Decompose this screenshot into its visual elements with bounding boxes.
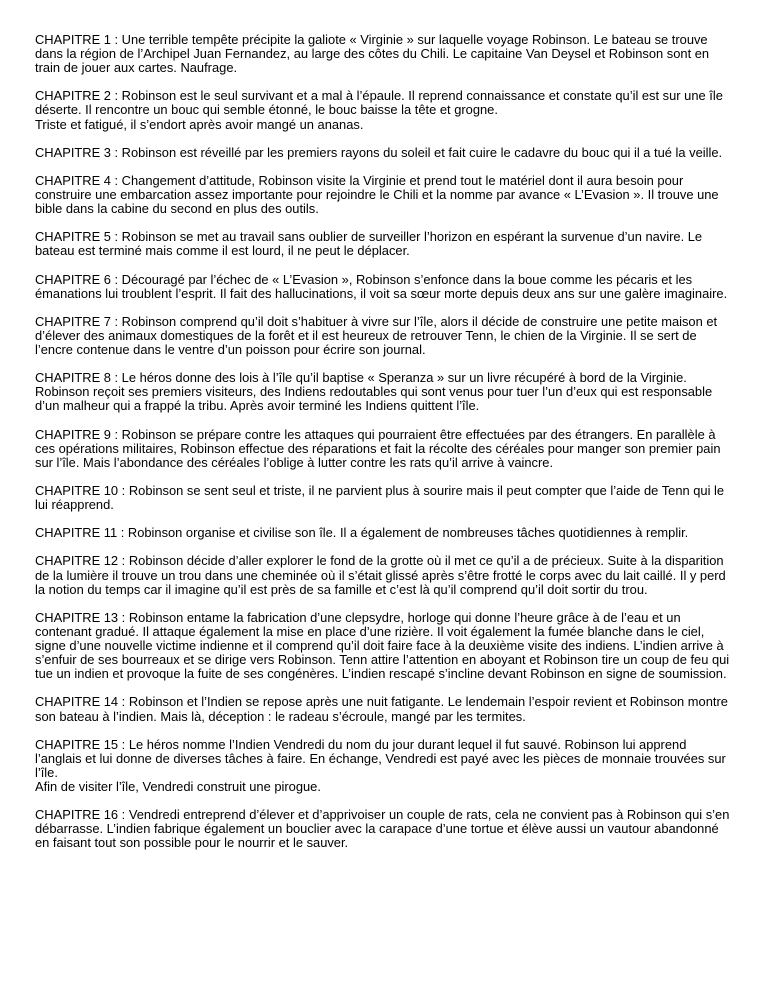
chapter-16-summary: CHAPITRE 16 : Vendredi entreprend d’élever et d’apprivoiser un couple de rats, cela ne convient pas à Robinson qui s’en débarrasse. L’indien fabrique également un bouclier avec la carapace d’une tortue et élève aussi un vautour abandonné en faisant tout son possible pour le nourrir et le sauver.: [35, 807, 730, 851]
chapter-12-summary: CHAPITRE 12 : Robinson décide d’aller explorer le fond de la grotte où il met ce qu’il a de précieux. Suite à la disparition de la lumière il trouve un trou dans une cheminée où il s’était glissé après s’être frotté le corps avec du lait caillé. Il y perd la notion du temps car il imagine qu’il est près de sa famille et c’est là qu’il comprend qu’il doit sortir du trou.: [35, 553, 726, 597]
chapter-5-summary: CHAPITRE 5 : Robinson se met au travail sans oublier de surveiller l’horizon en espérant la survenue d’un navire. Le bateau est terminé mais comme il est lourd, il ne peut le déplacer.: [35, 229, 703, 259]
chapter-11-summary: CHAPITRE 11 : Robinson organise et civilise son île. Il a également de nombreuses tâches quotidiennes à remplir.: [35, 525, 689, 541]
document-page: [35, 33, 735, 865]
chapter-15-summary: CHAPITRE 15 : Le héros nomme l’Indien Vendredi du nom du jour durant lequel il fut sauvé. Robinson lui apprend l’anglais et lui donne de diverses tâches à faire. En échange, Vendredi est payé avec les pièces de monnaie trouvées sur l’île. Afin de visiter l’île, Vendredi construit une pirogue.: [35, 736, 726, 794]
chapter-9-summary: CHAPITRE 9 : Robinson se prépare contre les attaques qui pourraient être effectuées par des étrangers. En parallèle à ces opérations militaires, Robinson effectue des réparations et fait la récolte des céréales pour manger son premier pain sur l’île. Mais l’abondance des céréales l’oblige à lutter contre les rats qu’il arrive à vaincre.: [35, 426, 721, 470]
chapter-14-summary: CHAPITRE 14 : Robinson et l’Indien se repose après une nuit fatigante. Le lendemain l’espoir revient et Robinson montre son bateau à l’indien. Mais là, déception : le radeau s’écroule, mangé par les termites.: [35, 694, 728, 724]
chapter-2-summary: CHAPITRE 2 : Robinson est le seul survivant et a mal à l’épaule. Il reprend connaissance et constate qu’il est sur une île déserte. Il rencontre un bouc qui semble étonné, le bouc baisse la tête et grogne. Triste et fatigué, il s’endort après avoir mangé un ananas.: [35, 88, 723, 132]
chapter-13-summary: CHAPITRE 13 : Robinson entame la fabrication d’une clepsydre, horloge qui donne l’heure grâce à de l’eau et un contenant gradué. Il attaque également la mise en place d’une rizière. Il voit également la fumée blanche dans le ciel, signe d’une nouvelle victime indienne et il comprend qu’il doit faire face à la deuxième visite des indiens. L’indien arrive à s’enfuir de ses bourreaux et se dirige vers Robinson. Tenn attire l’attention en aboyant et Robinson tire un coup de feu qui tue un indien et provoque la fuite de ses congénères. L’indien rescapé s’incline devant Robinson en signe de soumission.: [35, 609, 730, 682]
chapter-4-summary: CHAPITRE 4 : Changement d’attitude, Robinson visite la Virginie et prend tout le matériel dont il aura besoin pour construire une embarcation assez importante pour rejoindre le Chili et la nomme par avance « L’Evasion ». Il trouve une bible dans la cabine du second en plus des outils.: [35, 172, 719, 217]
chapter-6-summary: CHAPITRE 6 : Découragé par l’échec de « L’Evasion », Robinson s’enfonce dans la boue comme les pécaris et les émanations lui troublent l’esprit. Il fait des hallucinations, il voit sa sœur morte depuis deux ans sur une galère imaginaire.: [35, 271, 728, 301]
chapter-8-summary: CHAPITRE 8 : Le héros donne des lois à l’île qu’il baptise « Speranza » sur un livre récupéré à bord de la Virginie. Robinson reçoit ses premiers visiteurs, des Indiens redoutables qui sont venus pour tuer l’un d’eux qui est responsable d’un malheur qui a frappé la tribu. Après avoir terminé les Indiens quittent l’île.: [35, 370, 713, 414]
chapter-1-summary: CHAPITRE 1 : Une terrible tempête précipite la galiote « Virginie » sur laquelle voyage Robinson. Le bateau se trouve dans la région de l’Archipel Juan Fernandez, au large des côtes du Chili. Le capitaine Van Deysel et Robinson sont en train de jouer aux cartes. Naufrage.: [35, 32, 710, 76]
chapter-7-summary: CHAPITRE 7 : Robinson comprend qu’il doit s’habituer à vivre sur l’île, alors il décide de construire une petite maison et d’élever des animaux domestiques de la forêt et il est heureux de retrouver Tenn, le chien de la Virginie. Il se sert de l’encre contenue dans le ventre d’un poisson pour écrire son journal.: [35, 313, 718, 358]
chapter-10-summary: CHAPITRE 10 : Robinson se sent seul et triste, il ne parvient plus à sourire mais il peut compter que l’aide de Tenn qui le lui réapprend.: [35, 483, 725, 513]
chapter-3-summary: CHAPITRE 3 : Robinson est réveillé par les premiers rayons du soleil et fait cuire le cadavre du bouc qui il a tué la veille.: [35, 144, 723, 160]
